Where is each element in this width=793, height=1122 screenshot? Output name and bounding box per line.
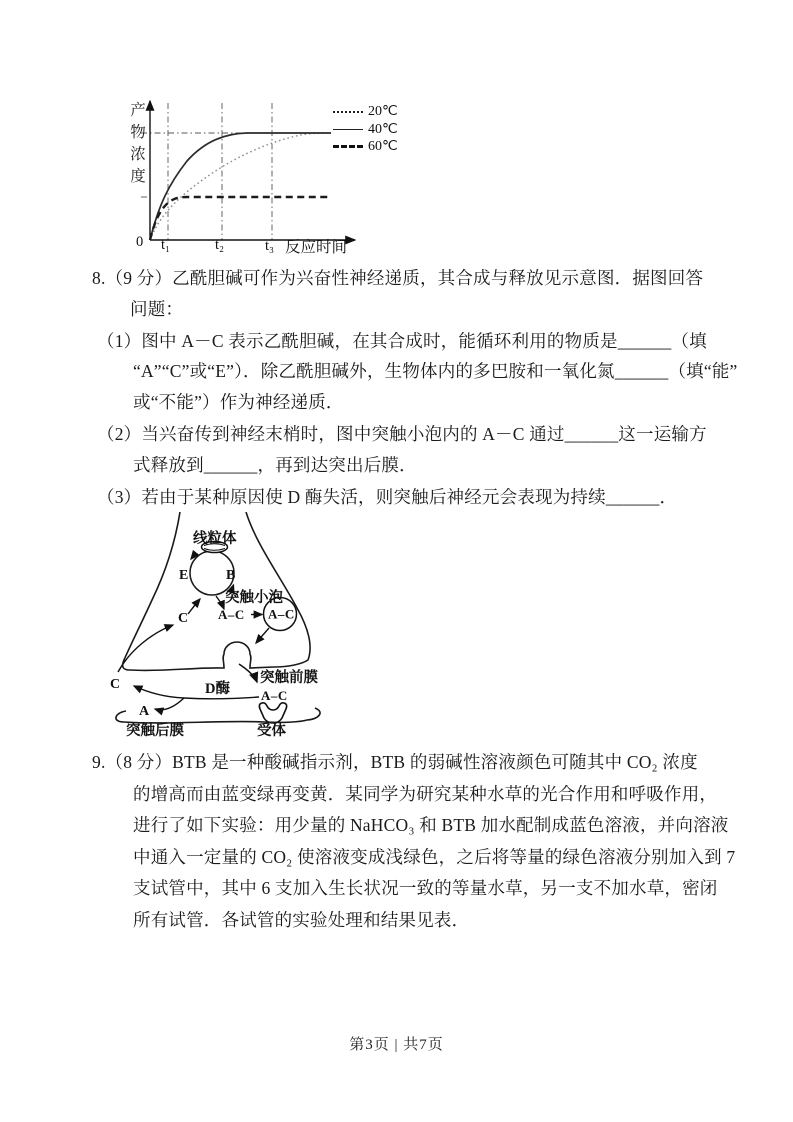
- curve-60c: [150, 197, 331, 240]
- q9-line-1: 9.（8 分）BTB 是一种酸碱指示剂，BTB 的弱碱性溶液颜色可随其中 CO₂ 浓度: [92, 752, 698, 772]
- q9-line-4: 中通入一定量的 CO₂ 使溶液变成浅绿色，之后将等量的绿色溶液分别加入到 7: [133, 847, 736, 867]
- q9-line-3: 进行了如下实验：用少量的 NaHCO₃ 和 BTB 加水配制成蓝色溶液，并向溶液: [133, 815, 729, 835]
- tick-t3: t₃: [265, 238, 275, 254]
- mitochondria-label: 线粒体: [193, 531, 237, 547]
- line-ach-to-enzyme: [184, 697, 259, 699]
- presynaptic-membrane-label: 突触前膜: [260, 670, 318, 686]
- q8-part2-line-2: 式释放到______，再到达突出后膜．: [133, 455, 417, 475]
- q8-part3-line-1: （3）若由于某种原因使 D 酶失活，则突触后神经元会表现为持续______．: [97, 487, 678, 507]
- enzyme-reaction-chart: [105, 90, 465, 265]
- substance-b-label: B: [226, 568, 236, 583]
- curve-40c: [150, 133, 331, 240]
- q9-line-2: 的增高而由蓝变绿再变黄．某同学为研究某种水草的光合作用和呼吸作用，: [133, 784, 718, 804]
- curve-20c: [150, 133, 331, 240]
- ach-label: A–C: [218, 607, 245, 622]
- q8-line-2: 问题：: [130, 299, 184, 319]
- ach-cleft-label: A–C: [261, 688, 288, 703]
- q8-part1-line-1: （1）图中 A－C 表示乙酰胆碱，在其合成时，能循环利用的物质是______（填: [97, 331, 707, 351]
- ach-in-vesicle-label: A–C: [268, 606, 295, 622]
- choline-outer-label: C: [110, 677, 121, 692]
- substance-e-label: E: [179, 568, 189, 583]
- legend-item-40c: [333, 121, 398, 139]
- acetyl-a-label: A: [139, 704, 150, 719]
- arrow-c-to-cycle: [188, 599, 200, 614]
- arrow-to-choline: [134, 686, 184, 698]
- y-axis-label: 产物浓度: [130, 102, 146, 185]
- q9-line-6: 所有试管．各试管的实验处理和结果见表．: [133, 910, 470, 930]
- receptor-shape: [259, 703, 286, 723]
- legend-item-60c: [333, 138, 398, 156]
- chart-legend: [333, 103, 398, 156]
- tick-t1: t₁: [161, 237, 171, 253]
- arrow-to-acetyl: [155, 698, 184, 710]
- q8-part2-line-1: （2）当兴奋传到神经末梢时，图中突触小泡内的 A－C 通过______这一运输方: [97, 424, 707, 444]
- choline-inner-label: C: [178, 611, 189, 626]
- legend-line-dashed-icon: [333, 145, 363, 148]
- vesicle-label: 突触小泡: [225, 590, 283, 606]
- q8-part1-line-2: “A”“C”或“E”）．除乙酰胆碱外，生物体内的多巴胺和一氧化氮______（填“能”: [133, 361, 738, 381]
- legend-label: 60℃: [368, 139, 398, 155]
- synapse-diagram: [104, 512, 344, 748]
- legend-label: 40℃: [368, 121, 398, 137]
- legend-line-dotted-icon: [333, 111, 363, 113]
- page-footer: 第3页 | 共7页: [349, 1037, 444, 1053]
- postsynaptic-membrane-label: 突触后膜: [126, 723, 184, 739]
- receptor-label: 受体: [257, 723, 286, 739]
- q8-part1-line-3: 或“不能”）作为神经递质．: [133, 392, 344, 412]
- synapse-canvas: [104, 512, 344, 748]
- q9-line-5: 支试管中，其中 6 支加入生长状况一致的等量水草，另一支不加水草，密闭: [133, 878, 718, 898]
- q8-line-1: 8.（9 分）乙酰胆碱可作为兴奋性神经递质，其合成与释放见示意图．据图回答: [92, 268, 704, 288]
- legend-item-20c: [333, 103, 398, 121]
- legend-label: 20℃: [368, 104, 398, 120]
- origin-tick-label: 0: [136, 234, 144, 250]
- arrow-exocytosis: [239, 664, 257, 682]
- enzyme-d-label: D酶: [205, 681, 230, 697]
- arrow-choline-reuptake: [118, 625, 173, 672]
- x-axis-label: 反应时间: [285, 239, 348, 256]
- legend-line-solid-icon: [333, 129, 363, 130]
- grid-guides: [141, 103, 331, 240]
- arrow-vesicle-to-membrane: [256, 628, 269, 643]
- tick-t2: t₂: [215, 237, 225, 253]
